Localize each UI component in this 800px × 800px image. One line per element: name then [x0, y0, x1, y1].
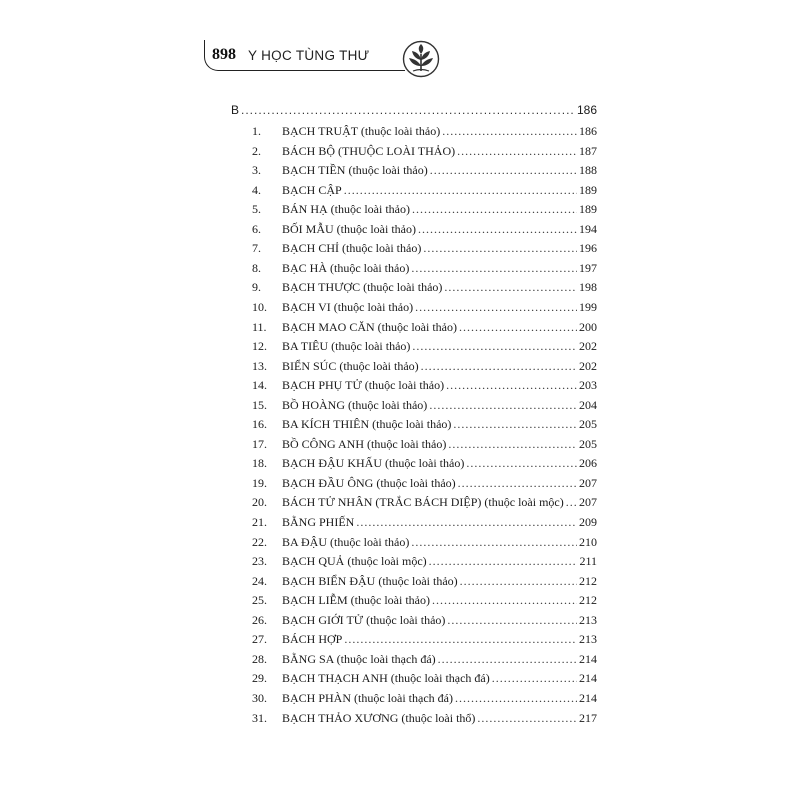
entry-page: 194	[579, 221, 597, 236]
entry-number: 8.	[252, 260, 261, 275]
entry-page: 203	[579, 378, 597, 393]
section-page: 186	[576, 103, 597, 117]
entry-page: 202	[579, 358, 597, 373]
entry-title: BẠCH QUẢ (thuộc loài mộc)	[282, 554, 427, 569]
dot-leader	[415, 298, 577, 316]
entry-page: 189	[579, 182, 597, 197]
entry-title: BỒ CÔNG ANH (thuộc loài thảo)	[282, 436, 447, 451]
dot-leader	[423, 239, 577, 257]
entry-title: BẠCH CẬP	[282, 182, 342, 197]
section-letter: B	[231, 103, 240, 117]
toc-entry	[252, 318, 597, 336]
entry-page: 196	[579, 241, 597, 256]
entry-title: BA ĐẬU (thuộc loài thảo)	[282, 534, 410, 549]
entry-page: 202	[579, 339, 597, 354]
entry-page: 198	[579, 280, 597, 295]
entry-number: 18.	[252, 456, 267, 471]
entry-title: BẠCH PHỤ TỬ (thuộc loài thảo)	[282, 378, 445, 393]
dot-leader	[444, 278, 577, 296]
entry-title: BẠCH THƯỢC (thuộc loài thảo)	[282, 280, 443, 295]
entry-title: BỒ HOÀNG (thuộc loài thảo)	[282, 397, 428, 412]
entry-number: 3.	[252, 163, 261, 178]
entry-page: 212	[579, 573, 597, 588]
dot-leader	[458, 474, 577, 492]
dot-leader	[566, 493, 577, 511]
entry-title: BẠCH ĐẬU KHẤU (thuộc loài thảo)	[282, 456, 465, 471]
dot-leader	[418, 220, 577, 238]
entry-title: BẠCH THẠCH ANH (thuộc loài thạch đá)	[282, 671, 490, 686]
dot-leader	[241, 101, 575, 119]
entry-page: 214	[579, 671, 597, 686]
dot-leader	[446, 376, 577, 394]
toc-entry	[252, 591, 597, 609]
entry-number: 13.	[252, 358, 267, 373]
entry-page: 207	[579, 475, 597, 490]
entry-number: 4.	[252, 182, 261, 197]
dot-leader	[442, 122, 577, 140]
toc-entry	[252, 611, 597, 629]
entry-number: 12.	[252, 339, 267, 354]
toc-entry	[252, 259, 597, 277]
running-title: Y HỌC TÙNG THƯ	[248, 48, 370, 63]
entry-title: BẠCH BIỂN ĐẬU (thuộc loài thảo)	[282, 573, 458, 588]
entry-page: 214	[579, 651, 597, 666]
toc-entry	[252, 200, 597, 218]
entry-page: 197	[579, 260, 597, 275]
entry-page: 214	[579, 691, 597, 705]
dot-leader	[438, 650, 577, 668]
entry-number: 15.	[252, 397, 267, 412]
toc-entry	[252, 161, 597, 179]
toc-entry	[252, 709, 597, 727]
entry-number: 27.	[252, 632, 267, 647]
entry-page: 212	[579, 593, 597, 608]
dot-leader	[448, 435, 577, 453]
entry-number: 29.	[252, 671, 267, 686]
entry-page: 186	[579, 124, 597, 138]
toc-entry	[252, 533, 597, 551]
entry-number: 11.	[252, 319, 267, 334]
entry-page: 207	[579, 495, 597, 510]
toc-entry	[252, 435, 597, 453]
entry-page: 189	[579, 202, 597, 217]
entry-number: 22.	[252, 534, 267, 549]
entry-title: BIỂN SÚC (thuộc loài thảo)	[282, 358, 419, 373]
toc-entry	[252, 513, 597, 531]
toc-entry	[252, 239, 597, 257]
entry-title: BẠCH VI (thuộc loài thảo)	[282, 300, 414, 314]
entry-number: 31.	[252, 710, 267, 725]
toc-entry	[252, 552, 597, 570]
entry-number: 9.	[252, 280, 261, 295]
toc-entry	[252, 278, 597, 296]
entry-title: BẠCH GIỚI TỬ (thuộc loài thảo)	[282, 612, 446, 627]
dot-leader	[356, 513, 577, 531]
dot-leader	[430, 161, 577, 179]
entry-page: 199	[579, 300, 597, 314]
entry-title: BÁCH BỘ (THUỘC LOÀI THẢO)	[282, 143, 456, 158]
toc-entry	[252, 630, 597, 648]
entry-page: 213	[579, 632, 597, 647]
entry-title: BẠCH TIỀN (thuộc loài thảo)	[282, 163, 428, 178]
dot-leader	[411, 533, 577, 551]
entry-number: 2.	[252, 143, 261, 158]
entry-page: 200	[579, 319, 597, 334]
entry-number: 30.	[252, 691, 267, 705]
dot-leader	[421, 357, 577, 375]
entry-number: 6.	[252, 221, 261, 236]
entry-title: BẠCH MAO CĂN (thuộc loài thảo)	[282, 319, 457, 334]
dot-leader	[344, 181, 577, 199]
dot-leader	[344, 630, 577, 648]
entry-page: 187	[579, 143, 597, 158]
toc-entry	[252, 181, 597, 199]
toc-entry	[252, 493, 597, 511]
dot-leader	[459, 318, 577, 336]
entry-number: 28.	[252, 651, 267, 666]
entry-title: BÁCH HỢP	[282, 632, 343, 647]
entry-number: 5.	[252, 202, 261, 217]
dot-leader	[432, 591, 577, 609]
entry-number: 25.	[252, 593, 267, 608]
entry-page: 211	[579, 554, 597, 569]
toc-entry	[252, 415, 597, 433]
toc-entry	[252, 122, 597, 140]
entry-number: 21.	[252, 515, 267, 529]
entry-page: 213	[579, 612, 597, 627]
dot-leader	[411, 259, 577, 277]
entry-title: BỐI MẪU (thuộc loài thảo)	[282, 221, 416, 236]
entry-title: BA TIÊU (thuộc loài thảo)	[282, 339, 411, 354]
entry-title: BÁCH TỬ NHÂN (TRẮC BÁCH DIỆP) (thuộc loài mộc)	[282, 495, 564, 510]
entry-number: 24.	[252, 573, 267, 588]
entry-number: 19.	[252, 475, 267, 490]
toc-entry	[252, 650, 597, 668]
entry-number: 20.	[252, 495, 267, 510]
dot-leader	[460, 572, 577, 590]
entry-page: 204	[579, 397, 597, 412]
toc-entry	[252, 669, 597, 687]
toc-entry	[252, 142, 597, 160]
entry-page: 188	[579, 163, 597, 178]
entry-title: BẠCH CHỈ (thuộc loài thảo)	[282, 241, 422, 256]
dot-leader	[477, 709, 577, 727]
dot-leader	[466, 454, 577, 472]
entry-number: 1.	[252, 124, 261, 138]
entry-title: BẠCH LIỄM (thuộc loài thảo)	[282, 593, 430, 608]
entry-number: 16.	[252, 417, 267, 432]
entry-title: BÁN HẠ (thuộc loài thảo)	[282, 202, 410, 217]
entry-number: 10.	[252, 300, 267, 314]
toc-entry	[252, 376, 597, 394]
entry-title: BẰNG SA (thuộc loài thạch đá)	[282, 651, 436, 666]
entry-title: BẰNG PHIẾN	[282, 515, 355, 529]
entry-title: BẠCH ĐẦU ÔNG (thuộc loài thảo)	[282, 475, 456, 490]
toc-entry	[252, 572, 597, 590]
dot-leader	[457, 142, 577, 160]
entry-number: 26.	[252, 612, 267, 627]
toc-entry	[252, 454, 597, 472]
entry-page: 210	[579, 534, 597, 549]
entry-page: 206	[579, 456, 597, 471]
entry-number: 14.	[252, 378, 267, 393]
toc-entry	[252, 220, 597, 238]
entry-title: BẠCH THẢO XƯƠNG (thuộc loài thổ)	[282, 710, 476, 725]
toc-entry	[252, 396, 597, 414]
entry-page: 217	[579, 710, 597, 725]
entry-number: 17.	[252, 436, 267, 451]
dot-leader	[429, 552, 578, 570]
toc-entry	[252, 689, 597, 707]
entry-title: BẠCH PHÀN (thuộc loài thạch đá)	[282, 691, 453, 705]
dot-leader	[455, 689, 577, 707]
entry-page: 209	[579, 515, 597, 529]
entry-title: BẠCH TRUẬT (thuộc loài thảo)	[282, 124, 441, 138]
dot-leader	[412, 200, 577, 218]
toc-entry	[252, 474, 597, 492]
entry-number: 7.	[252, 241, 261, 256]
toc-entry	[252, 298, 597, 316]
entry-page: 205	[579, 417, 597, 432]
toc-section-heading	[231, 101, 597, 119]
dot-leader	[447, 611, 577, 629]
toc-entry	[252, 337, 597, 355]
dot-leader	[412, 337, 577, 355]
entry-page: 205	[579, 436, 597, 451]
page-number: 898	[212, 46, 236, 63]
entry-number: 23.	[252, 554, 267, 569]
dot-leader	[492, 669, 577, 687]
dot-leader	[453, 415, 577, 433]
entry-title: BẠC HÀ (thuộc loài thảo)	[282, 260, 410, 275]
dot-leader	[429, 396, 577, 414]
entry-title: BA KÍCH THIÊN (thuộc loài thảo)	[282, 417, 452, 432]
toc-entry	[252, 357, 597, 375]
